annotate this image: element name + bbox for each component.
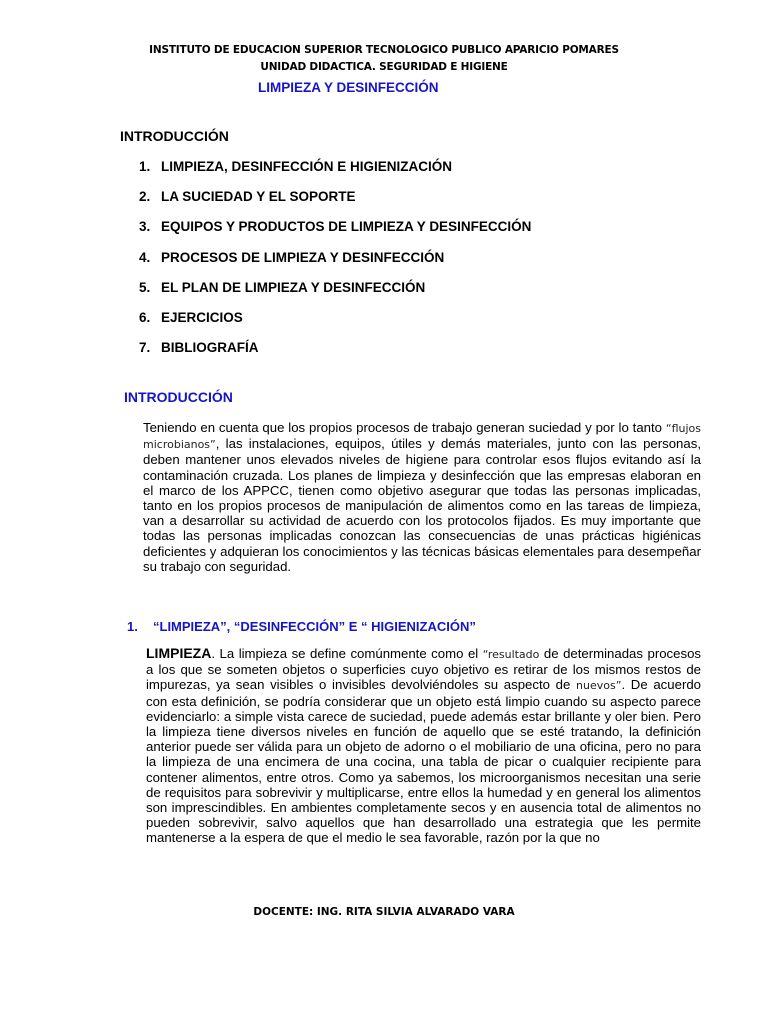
- toc-item: [139, 189, 531, 219]
- footer-teacher: DOCENTE: ING. RITA SILVIA ALVARADO VARA: [253, 906, 515, 918]
- introduction-paragraph: [143, 420, 701, 574]
- toc-item-number: 1.: [139, 159, 151, 174]
- toc-item-number: 6.: [139, 309, 151, 325]
- limpieza-text-c: . De acuerdo con esta definición, se podría considerar que un objeto está limpio cuando su aspecto parece evidenciarlo: a simple vista carece de suciedad, puede además estar brillante y oler bien. Pero la limpieza tiene diversos niveles en función de aquello que se esté tratando, la definición anterior puede ser válida para un objeto de adorno o el mobiliario de una oficina, pero no para la limpieza de una encimera de una cocina, una tabla de picar o cualquier recipiente para contener alimentos, entre otros. Como ya sabemos, los microorganismos necesitan una serie de requisitos para sobrevivir y multiplicarse, entre ellos la humedad y en general los alimentos son imprescindibles. En ambientes completamente secos y en ausencia total de alimentos no pueden sobrevivir, salvo aquellos que han desarrollado una estrategia que les permite mantenerse a la espera de que el medio le sea favorable, razón por la que no: [146, 677, 701, 846]
- toc-item-number: 7.: [139, 340, 151, 356]
- toc-item: [139, 280, 531, 310]
- toc-item: [139, 159, 531, 189]
- toc-item-label: PROCESOS DE LIMPIEZA Y DESINFECCIÓN: [161, 249, 445, 265]
- section-1-number: 1.: [127, 619, 138, 634]
- section-1-title: “LIMPIEZA”, “DESINFECCIÓN” E “ HIGIENIZACIÓN”: [153, 619, 476, 634]
- toc-item-number: 4.: [139, 249, 151, 265]
- toc-item-label: LA SUCIEDAD Y EL SOPORTE: [161, 189, 356, 205]
- limpieza-quote-2: nuevos”: [576, 679, 622, 693]
- limpieza-text-a: . La limpieza se define comúnmente como el: [211, 646, 483, 661]
- unit-header: UNIDAD DIDACTICA. SEGURIDAD E HIGIENE: [260, 61, 508, 73]
- toc-item: [139, 219, 531, 249]
- toc-item: [139, 340, 531, 370]
- limpieza-lead: LIMPIEZA: [146, 645, 212, 661]
- toc-item-label: LIMPIEZA, DESINFECCIÓN E HIGIENIZACIÓN: [161, 159, 453, 174]
- institute-header: INSTITUTO DE EDUCACION SUPERIOR TECNOLOGICO PUBLICO APARICIO POMARES: [149, 44, 619, 56]
- limpieza-paragraph: [146, 646, 701, 846]
- introduction-heading: INTRODUCCIÓN: [124, 389, 233, 405]
- document-title: LIMPIEZA Y DESINFECCIÓN: [258, 80, 439, 95]
- toc-item-number: 5.: [139, 279, 151, 295]
- toc-item: [139, 310, 531, 340]
- toc-item-label: EJERCICIOS: [161, 309, 243, 325]
- toc-item-number: 3.: [139, 219, 151, 235]
- toc-item-label: BIBLIOGRAFÍA: [161, 340, 259, 356]
- intro-text-start: Teniendo en cuenta que los propios procesos de trabajo generan suciedad y por lo tanto: [143, 420, 666, 435]
- toc-item-number: 2.: [139, 189, 151, 205]
- intro-quote: “flujos microbianos”: [143, 422, 701, 452]
- toc-heading: INTRODUCCIÓN: [120, 128, 229, 144]
- limpieza-text-b: de determinadas procesos a los que se someten objetos o superficies cuyo objetivo es retirar de los mismos restos de impurezas, ya sean visibles o invisibles devolviéndoles su aspecto de: [146, 646, 701, 693]
- intro-text-rest: , las instalaciones, equipos, útiles y demás materiales, junto con las personas, deben mantener unos elevados niveles de higiene para controlar esos flujos evitando así la contaminación cruzada. Los planes de limpieza y desinfección que las empresas elaboran en el marco de los APPCC, tienen como objetivo asegurar que todas las personas implicadas, tanto en los propios procesos de manipulación de alimentos como en las tareas de limpieza, van a desarrollar su actividad de acuerdo con los protocolos fijados. Es muy importante que todas las personas implicadas conozcan las consecuencias de unas prácticas higiénicas deficientes y adquieran los conocimientos y las técnicas básicas elementales para desempeñar su trabajo con seguridad.: [143, 436, 701, 574]
- toc-item-label: EQUIPOS Y PRODUCTOS DE LIMPIEZA Y DESINFECCIÓN: [161, 219, 532, 235]
- limpieza-quote-1: “resultado: [482, 648, 540, 661]
- toc-item: [139, 250, 531, 280]
- toc-item-label: EL PLAN DE LIMPIEZA Y DESINFECCIÓN: [161, 279, 426, 295]
- table-of-contents: [139, 159, 531, 370]
- section-1-heading: [127, 619, 476, 634]
